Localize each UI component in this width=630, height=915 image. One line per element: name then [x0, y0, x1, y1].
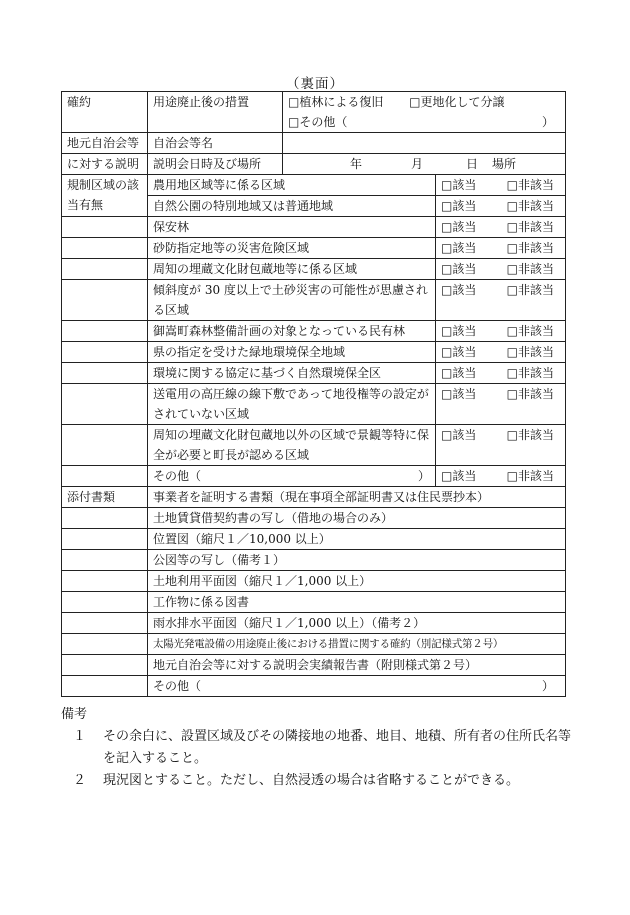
- no-checkbox[interactable]: □非該当: [506, 283, 555, 297]
- meeting-date-field[interactable]: [283, 154, 566, 175]
- restrict-check: [436, 217, 566, 238]
- attach-row: [62, 550, 566, 571]
- restrict-row: [62, 238, 566, 259]
- restrict-item: 傾斜度が 30 度以上で土砂災害の可能性が思慮される区域: [148, 280, 436, 321]
- no-checkbox[interactable]: □非該当: [506, 220, 555, 234]
- attach-item: 土地賃貸借契約書の写し（借地の場合のみ）: [148, 508, 566, 529]
- no-checkbox[interactable]: □非該当: [506, 345, 555, 359]
- restrict-row: [62, 175, 566, 196]
- yes-checkbox[interactable]: □該当: [441, 199, 477, 213]
- no-checkbox[interactable]: □非該当: [506, 241, 555, 255]
- attach-item: 公図等の写し（備考１）: [148, 550, 566, 571]
- no-checkbox[interactable]: □非該当: [506, 324, 555, 338]
- day-label: 日: [466, 157, 479, 171]
- restrict-row: [62, 280, 566, 321]
- restrict-check: [436, 259, 566, 280]
- yes-checkbox[interactable]: □該当: [441, 241, 477, 255]
- agreement-options: [283, 92, 566, 133]
- restrict-row: [62, 321, 566, 342]
- attach-item: 位置図（縮尺１／10,000 以上）: [148, 529, 566, 550]
- local-label-line2: に対する説明: [62, 154, 148, 175]
- yes-checkbox[interactable]: □該当: [441, 428, 477, 442]
- attach-row: [62, 508, 566, 529]
- yes-checkbox[interactable]: □該当: [441, 262, 477, 276]
- restrict-item: 周知の埋蔵文化財包蔵地以外の区域で景観等特に保全が必要と町長が認める区域: [148, 425, 436, 466]
- local-name-input[interactable]: [283, 133, 566, 154]
- other-checkbox[interactable]: □その他（: [288, 115, 348, 129]
- restrict-item: 環境に関する協定に基づく自然環境保全区: [148, 363, 436, 384]
- restrict-check: [436, 384, 566, 425]
- attach-label: 添付書類: [62, 487, 148, 508]
- restrict-item: 農用地区域等に係る区域: [148, 175, 436, 196]
- restrict-item: 周知の埋蔵文化財包蔵地等に係る区域: [148, 259, 436, 280]
- attach-item: 太陽光発電設備の用途廃止後における措置に関する確約（別記様式第２号）: [148, 634, 566, 655]
- place-label: 場所: [492, 157, 517, 171]
- restrict-item: 自然公園の特別地域又は普通地域: [148, 196, 436, 217]
- attach-item: 地元自治会等に対する説明会実績報告書（附則様式第２号）: [148, 655, 566, 676]
- attach-row: [62, 571, 566, 592]
- restrict-item: 送電用の高圧線の線下敷であって地役権等の設定がされていない区域: [148, 384, 436, 425]
- yes-checkbox[interactable]: □該当: [441, 220, 477, 234]
- yes-checkbox[interactable]: □該当: [441, 178, 477, 192]
- no-checkbox[interactable]: □非該当: [506, 428, 555, 442]
- agreement-label: 確約: [62, 92, 148, 133]
- agreement-row: [62, 92, 566, 133]
- restrict-check: [436, 321, 566, 342]
- restrict-item: 県の指定を受けた緑地環境保全地域: [148, 342, 436, 363]
- restrict-row: [62, 425, 566, 466]
- remarks-heading: 備考: [61, 707, 88, 722]
- page-title: （裏面）: [286, 76, 344, 92]
- yes-checkbox[interactable]: □該当: [441, 283, 477, 297]
- restrict-item: 御嵩町森林整備計画の対象となっている民有林: [148, 321, 436, 342]
- reforest-checkbox[interactable]: □植林による復旧: [288, 95, 384, 109]
- attach-row: [62, 487, 566, 508]
- restrict-row: [62, 342, 566, 363]
- application-form-table: [61, 91, 566, 697]
- attach-item: 土地利用平面図（縮尺１／1,000 以上）: [148, 571, 566, 592]
- remark-note: １ その余白に、設置区域及びその隣接地の地番、地目、地積、所有者の住所氏名等を記入すること。: [73, 729, 572, 766]
- no-checkbox[interactable]: □非該当: [506, 262, 555, 276]
- local-meeting-row: [62, 154, 566, 175]
- restrict-row: [62, 384, 566, 425]
- restrict-check: [436, 425, 566, 466]
- yes-checkbox[interactable]: □該当: [441, 387, 477, 401]
- attach-row: [62, 592, 566, 613]
- no-checkbox[interactable]: □非該当: [506, 366, 555, 380]
- restrict-check: [436, 280, 566, 321]
- restrict-row: [62, 259, 566, 280]
- no-checkbox[interactable]: □非該当: [506, 387, 555, 401]
- no-checkbox[interactable]: □非該当: [506, 469, 555, 483]
- restrict-row: [62, 217, 566, 238]
- no-checkbox[interactable]: □非該当: [506, 199, 555, 213]
- attach-row: [62, 529, 566, 550]
- attach-row: [62, 634, 566, 655]
- meeting-label: 説明会日時及び場所: [148, 154, 283, 175]
- attach-item: 事業者を証明する書類（現在事項全部証明書又は住民票抄本）: [148, 487, 566, 508]
- restrict-check: [436, 342, 566, 363]
- attach-row: [62, 613, 566, 634]
- restrict-label: 規制区域の該 当有無: [62, 175, 148, 217]
- no-checkbox[interactable]: □非該当: [506, 178, 555, 192]
- restrict-check: [436, 466, 566, 487]
- other-close: ）: [542, 115, 555, 129]
- attach-item: 雨水排水平面図（縮尺１／1,000 以上）（備考２）: [148, 613, 566, 634]
- restrict-check: [436, 175, 566, 196]
- remark-note: ２ 現況図とすること。ただし、自然浸透の場合は省略することができる。: [73, 773, 520, 788]
- restrict-check: [436, 238, 566, 259]
- restrict-other-row: [62, 466, 566, 487]
- restrict-other-field[interactable]: その他（ ）: [148, 466, 436, 487]
- month-label: 月: [411, 157, 424, 171]
- restrict-item: 保安林: [148, 217, 436, 238]
- restrict-item: 砂防指定地等の災害危険区域: [148, 238, 436, 259]
- yes-checkbox[interactable]: □該当: [441, 366, 477, 380]
- year-label: 年: [350, 157, 363, 171]
- restrict-row: [62, 363, 566, 384]
- yes-checkbox[interactable]: □該当: [441, 324, 477, 338]
- remarks: [61, 704, 571, 792]
- attach-other-row: [62, 676, 566, 697]
- yes-checkbox[interactable]: □該当: [441, 469, 477, 483]
- restrict-check: [436, 196, 566, 217]
- local-label-line1: 地元自治会等: [62, 133, 148, 154]
- attach-item: 工作物に係る図書: [148, 592, 566, 613]
- local-name-row: [62, 133, 566, 154]
- attach-row: [62, 655, 566, 676]
- local-name-label: 自治会等名: [148, 133, 283, 154]
- sale-checkbox[interactable]: □更地化して分譲: [409, 95, 505, 109]
- restrict-check: [436, 363, 566, 384]
- attach-other-field[interactable]: その他（ ）: [148, 676, 566, 697]
- agreement-item: 用途廃止後の措置: [148, 92, 283, 133]
- yes-checkbox[interactable]: □該当: [441, 345, 477, 359]
